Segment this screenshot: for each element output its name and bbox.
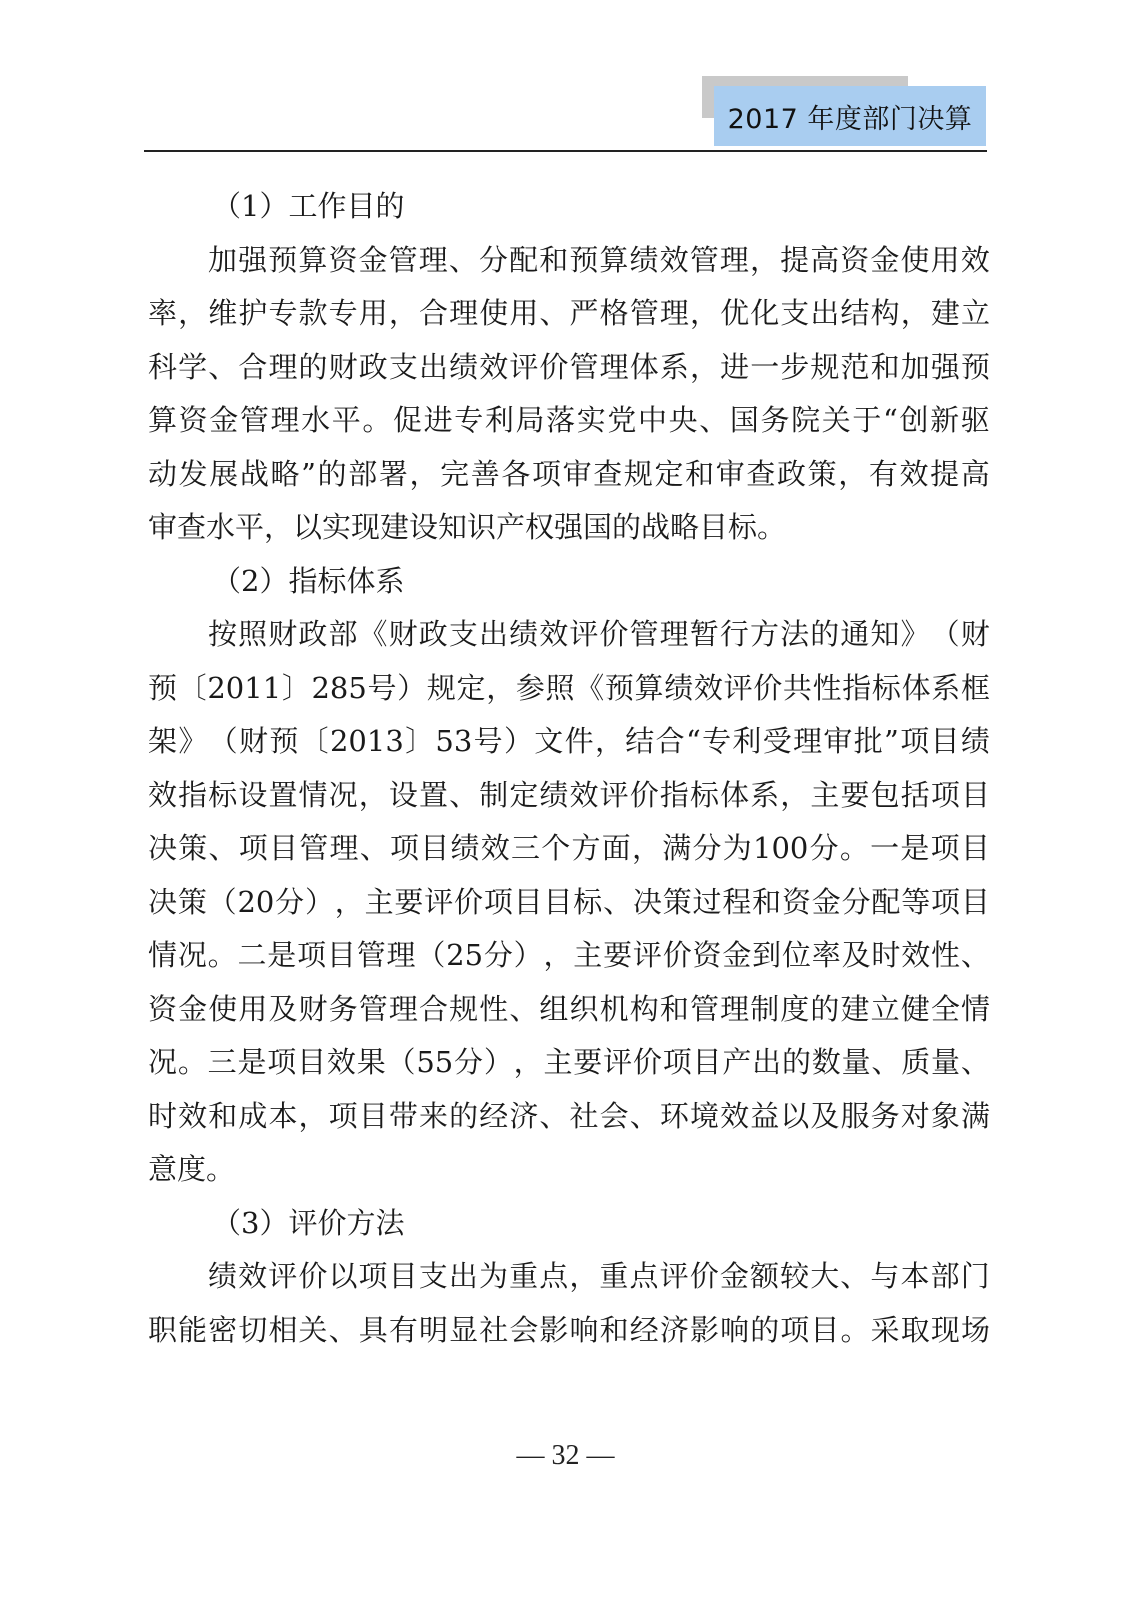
header-rule [144, 150, 987, 152]
paragraph-line: 科 学 、 合 理 的 财 政 支 出 绩 效 评 价 管 理 体 系 ， 进 一 步 规 范 和 加 强 预 [148, 349, 990, 384]
paragraph-line: 动 发 展 战 略 ” 的 部 署 ， 完 善 各 项 审 查 规 定 和 审 查 政 策 ， 有 效 提 高 [148, 456, 990, 491]
page-number: — 32 — [516, 1440, 615, 1471]
paragraph-line: 职 能 密 切 相 关 、 具 有 明 显 社 会 影 响 和 经 济 影 响 的 项 目 。 采 取 现 场 [148, 1312, 990, 1347]
paragraph-line: 审查水平，以实现建设知识产权强国的战略目标。 [148, 510, 787, 544]
paragraph-line: 决 策 （ 20 分 ） ， 主 要 评 价 项 目 目 标 、 决 策 过 程 和 资 金 分 配 等 项 目 [148, 884, 990, 919]
paragraph-line: 架 》 （ 财 预 〔 2013 〕 53 号 ） 文 件 ， 结 合 “ 专 利 受 理 审 批 ” 项 目 绩 [148, 724, 990, 758]
paragraph-line: 情 况 。 二 是 项 目 管 理 （ 25 分 ） ， 主 要 评 价 资 金 到 位 率 及 时 效 性 、 [148, 938, 990, 972]
heading-work-purpose: （1）工作目的 [212, 189, 405, 223]
header-title-box [714, 86, 986, 146]
heading-indicator-system: （2）指标体系 [212, 563, 405, 598]
paragraph-line: 率 ， 维 护 专 款 专 用 ， 合 理 使 用 、 严 格 管 理 ， 优 化 支 出 结 构 ， 建 立 [148, 296, 990, 330]
paragraph-line: 绩 效 评 价 以 项 目 支 出 为 重 点 ， 重 点 评 价 金 额 较 大 、 与 本 部 门 [208, 1259, 990, 1293]
paragraph-line: 况 。 三 是 项 目 效 果 （ 55 分 ） ， 主 要 评 价 项 目 产 出 的 数 量 、 质 量 、 [148, 1045, 990, 1079]
paragraph-line: 预 〔 2011 〕 285 号 ） 规 定 ， 参 照 《 预 算 绩 效 评 价 共 性 指 标 体 系 框 [148, 670, 990, 705]
paragraph-line: 加 强 预 算 资 金 管 理 、 分 配 和 预 算 绩 效 管 理 ， 提 高 资 金 使 用 效 [208, 242, 990, 277]
body-text [148, 180, 990, 1357]
paragraph-line: 效 指 标 设 置 情 况 ， 设 置 、 制 定 绩 效 评 价 指 标 体 系 ， 主 要 包 括 项 目 [148, 777, 990, 812]
paragraph-line: 时 效 和 成 本 ， 项 目 带 来 的 经 济 、 社 会 、 环 境 效 益 以 及 服 务 对 象 满 [148, 1098, 990, 1133]
header-title: 2017 年度部门决算 [727, 103, 973, 135]
paragraph-line: 意度。 [148, 1152, 236, 1186]
paragraph-line: 算 资 金 管 理 水 平 。 促 进 专 利 局 落 实 党 中 央 、 国 务 院 关 于 “ 创 新 驱 [148, 403, 990, 437]
paragraph-line: 按 照 财 政 部 《 财 政 支 出 绩 效 评 价 管 理 暂 行 方 法 的 通 知 》 （ 财 [208, 617, 990, 651]
heading-evaluation-method: （3）评价方法 [212, 1205, 405, 1240]
paragraph-line: 资 金 使 用 及 财 务 管 理 合 规 性 、 组 织 机 构 和 管 理 制 度 的 建 立 健 全 情 [148, 991, 990, 1026]
paragraph-line: 决 策 、 项 目 管 理 、 项 目 绩 效 三 个 方 面 ， 满 分 为 100 分 。 一 是 项 目 [148, 831, 990, 865]
